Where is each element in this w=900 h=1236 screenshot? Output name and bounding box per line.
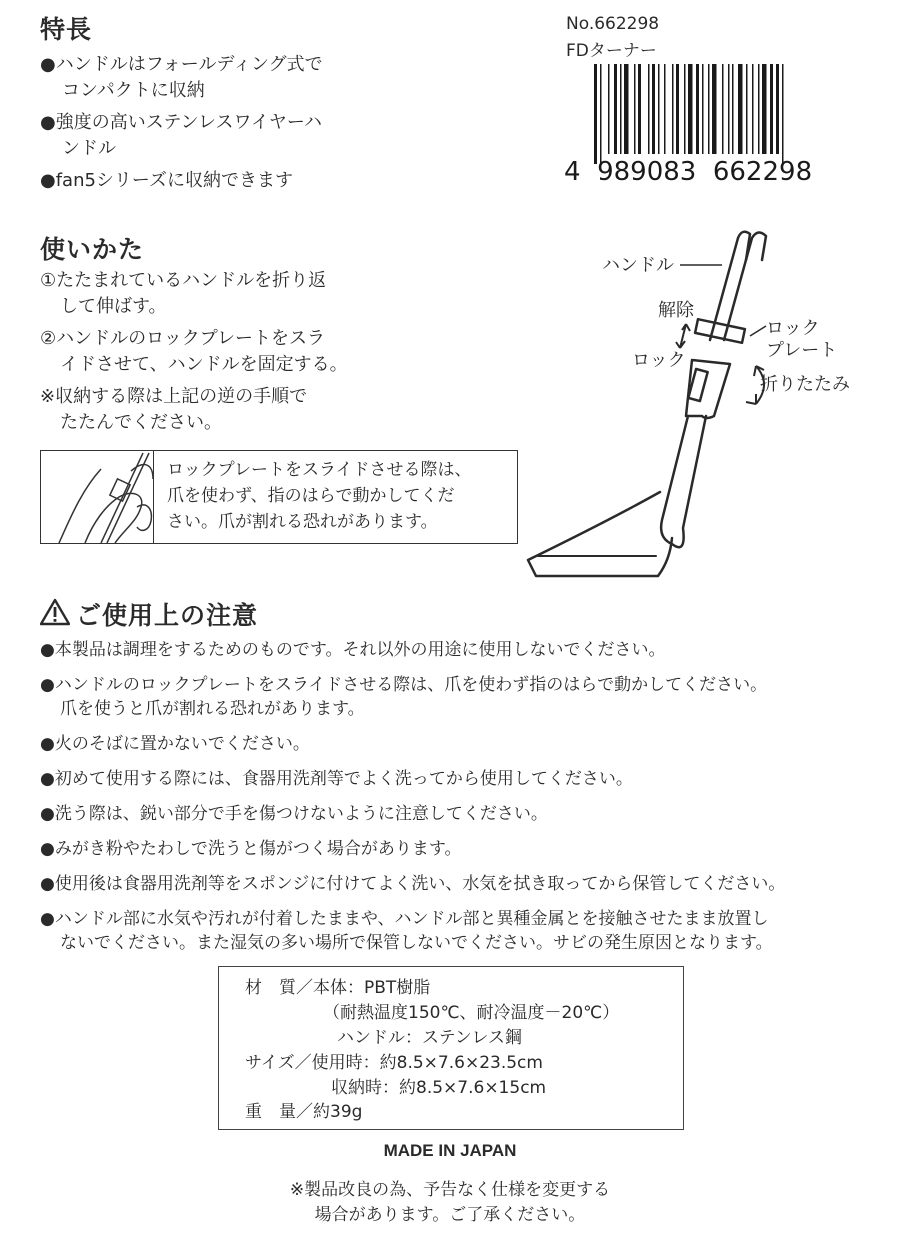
barcode-bar bbox=[738, 64, 743, 154]
barcode-bar bbox=[746, 64, 748, 154]
barcode-bar bbox=[732, 64, 734, 154]
label-release: 解除 bbox=[658, 300, 694, 321]
barcode-bar bbox=[614, 64, 617, 154]
caution-item: ●ハンドル部に水気や汚れが付着したままや、ハンドル部と異種金属とを接触させたまま放置し ないでください。また湿気の多い場所で保管しないでください。サビの発生原因となります。 bbox=[40, 909, 773, 953]
caution-item: ●初めて使用する際には、食器用洗剤等でよく洗ってから使用してください。 bbox=[40, 769, 633, 789]
barcode-bar bbox=[770, 64, 773, 154]
barcode-bar bbox=[648, 64, 650, 154]
product-name: FDターナー bbox=[566, 41, 657, 61]
barcode-bar bbox=[752, 64, 754, 154]
barcode-bar bbox=[684, 64, 686, 154]
barcode-bar bbox=[600, 64, 602, 164]
barcode-bar bbox=[634, 64, 636, 154]
barcode-bar bbox=[672, 64, 674, 154]
product-diagram bbox=[510, 220, 880, 590]
label-lock: ロック bbox=[632, 350, 686, 371]
spec-material-temp: （耐熱温度150℃、耐冷温度－20℃） bbox=[323, 1003, 620, 1023]
label-lock-plate: ロック bbox=[766, 318, 820, 339]
usage-steps bbox=[40, 268, 420, 436]
origin-label: MADE IN JAPAN bbox=[383, 1141, 517, 1160]
usage-step: ②ハンドルのロックプレートをスラ イドさせて、ハンドルを固定する。 bbox=[40, 328, 348, 375]
barcode-bar bbox=[696, 64, 699, 154]
caution-item: ●洗う際は、鋭い部分で手を傷つけないように注意してください。 bbox=[40, 804, 548, 824]
barcode-bar bbox=[624, 64, 629, 154]
barcode-bar bbox=[594, 64, 597, 164]
tip-text: ロックプレートをスライドさせる際は、 爪を使わず、指のはらで動かしてくだ さい。爪が割れる恐れがあります。 bbox=[167, 460, 472, 532]
spec-material: 材 質／本体：PBT樹脂 bbox=[245, 978, 431, 998]
barcode-bar bbox=[782, 64, 784, 164]
tip-box bbox=[40, 450, 518, 544]
barcode bbox=[560, 56, 860, 188]
barcode-bar bbox=[664, 64, 666, 154]
barcode-bar bbox=[776, 64, 779, 154]
turner-blade bbox=[528, 492, 672, 576]
release-lock-arrow bbox=[676, 324, 690, 348]
barcode-bar bbox=[652, 64, 655, 154]
caution-item: ●使用後は食器用洗剤等をスポンジに付けてよく洗い、水気を拭き取ってから保管してください。 bbox=[40, 874, 786, 894]
turner-body bbox=[661, 416, 706, 547]
barcode-bar bbox=[758, 64, 760, 154]
barcode-bar bbox=[762, 64, 767, 154]
feature-item: ●強度の高いステンレスワイヤーハ ンドル bbox=[40, 112, 323, 159]
barcode-bars bbox=[594, 64, 784, 164]
barcode-bar bbox=[658, 64, 660, 154]
caution-item: ●みがき粉やたわしで洗うと傷がつく場合があります。 bbox=[40, 839, 462, 859]
spec-box bbox=[218, 966, 684, 1130]
spec-change-notice: ※製品改良の為、予告なく仕様を変更する 場合があります。ご了承ください。 bbox=[289, 1180, 611, 1225]
spec-size-store: 収納時：約8.5×7.6×15cm bbox=[331, 1078, 547, 1098]
feature-item: ●ハンドルはフォールディング式で コンパクトに収納 bbox=[40, 54, 323, 101]
barcode-bar bbox=[620, 64, 622, 154]
barcode-bar bbox=[728, 64, 730, 154]
neck-shape bbox=[686, 360, 730, 418]
caution-list bbox=[40, 638, 870, 955]
usage-title: 使いかた bbox=[40, 235, 145, 264]
features-list bbox=[40, 52, 400, 194]
caution-title: ご使用上の注意 bbox=[76, 601, 259, 630]
usage-step: ①たたまれているハンドルを折り返 して伸ばす。 bbox=[40, 270, 327, 317]
spec-weight: 重 量／約39g bbox=[245, 1102, 363, 1122]
barcode-bar bbox=[688, 64, 693, 154]
caution-item: ●火のそばに置かないでください。 bbox=[40, 734, 310, 754]
barcode-bar bbox=[638, 64, 641, 154]
label-fold: 折りたたみ bbox=[760, 374, 850, 395]
caution-item: ●本製品は調理をするためのものです。それ以外の用途に使用しないでください。 bbox=[40, 640, 666, 660]
spec-material-handle: ハンドル：ステンレス鋼 bbox=[337, 1028, 522, 1048]
caution-item: ●ハンドルのロックプレートをスライドさせる際は、爪を使わず指のはらで動かしてください。 爪を使うと爪が割れる恐れがあります。 bbox=[40, 675, 768, 719]
barcode-bar bbox=[608, 64, 610, 154]
features-title: 特長 bbox=[40, 15, 93, 44]
barcode-bar bbox=[702, 64, 704, 154]
lock-plate-shape bbox=[695, 319, 745, 343]
label-handle: ハンドル bbox=[602, 255, 674, 276]
label-lock-plate: プレート bbox=[766, 340, 838, 361]
barcode-bar bbox=[712, 64, 717, 154]
barcode-bar bbox=[676, 64, 679, 154]
feature-item: ●fan5シリーズに収納できます bbox=[40, 170, 294, 191]
barcode-bar bbox=[708, 64, 710, 154]
barcode-bar bbox=[722, 64, 724, 154]
spec-size: サイズ／使用時：約8.5×7.6×23.5cm bbox=[245, 1053, 543, 1073]
barcode-digits: 4 989083 662298 bbox=[564, 157, 813, 187]
tip-divider bbox=[153, 451, 154, 543]
usage-note: ※収納する際は上記の逆の手順で たたんでください。 bbox=[40, 386, 308, 433]
warning-icon bbox=[40, 598, 70, 626]
finger-illustration bbox=[41, 451, 153, 543]
lock-plate-pointer bbox=[750, 326, 766, 336]
product-number: No.662298 bbox=[566, 14, 660, 34]
